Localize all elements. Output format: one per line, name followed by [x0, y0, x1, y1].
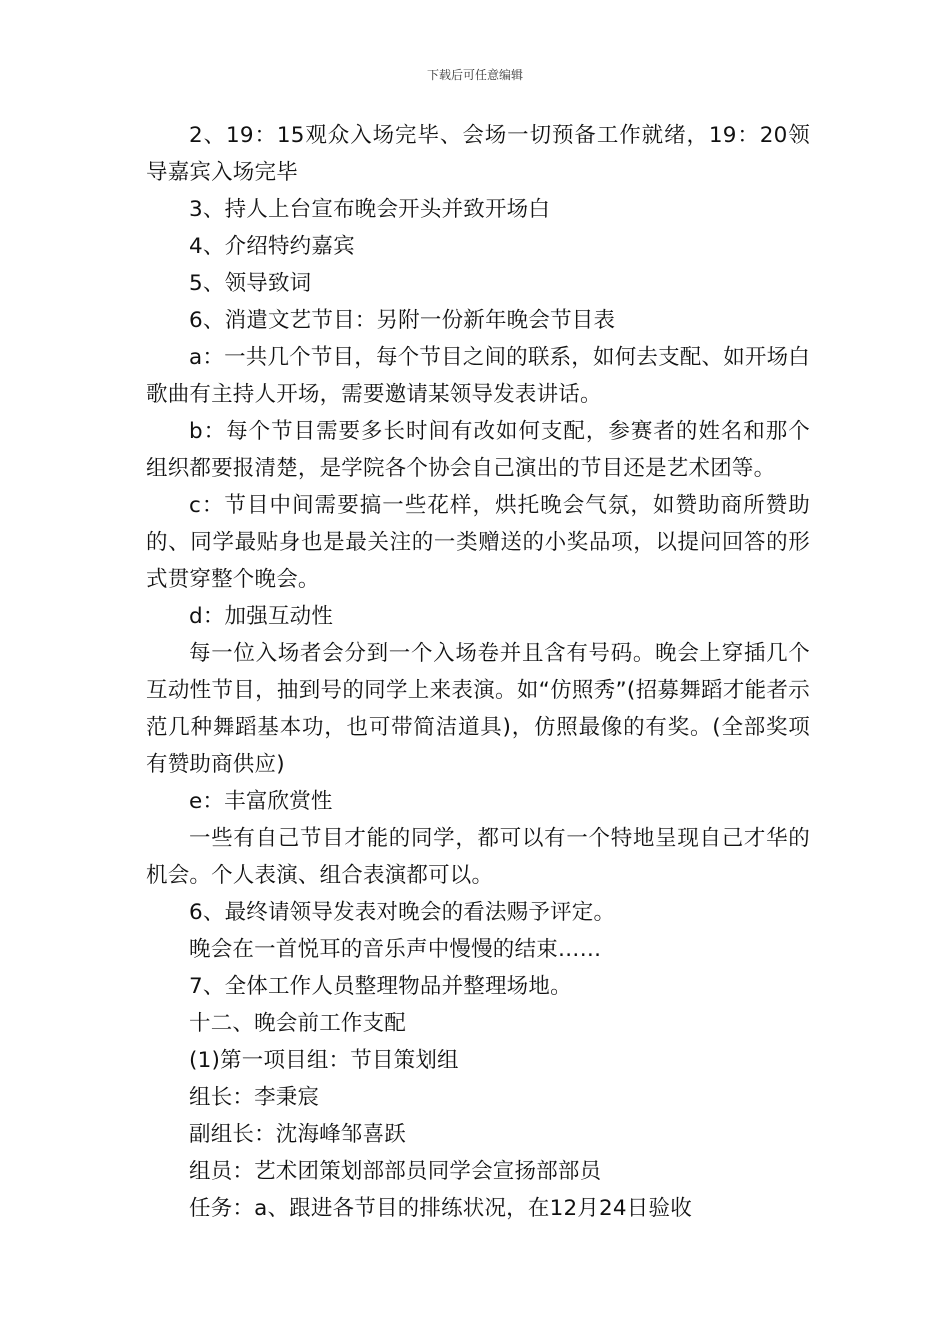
paragraph: 3、持人上台宣布晚会开头并致开场白 [189, 197, 551, 222]
paragraph: 组长：李秉宸 [189, 1085, 320, 1110]
paragraph: 副组长：沈海峰邹喜跃 [189, 1122, 407, 1147]
paragraph: 组员：艺术团策划部部员同学会宣扬部部员 [189, 1159, 602, 1184]
paragraph: 每一位入场者会分到一个入场卷并且含有号码。晚会上穿插几个互动性节目，抽到号的同学上来表演。如“仿照秀”(招募舞蹈才能者示范几种舞蹈基本功，也可带简洁道具)，仿照最像的有奖。(全部奖项有赞助商供应) [146, 641, 810, 777]
paragraph: 任务：a、跟进各节目的排练状况，在12月24日验收 [189, 1196, 692, 1221]
paragraph: a：一共几个节目，每个节目之间的联系，如何去支配、如开场白歌曲有主持人开场，需要邀请某领导发表讲话。 [146, 345, 810, 407]
paragraph: 5、领导致词 [189, 271, 312, 296]
paragraph: 2、19：15观众入场完毕、会场一切预备工作就绪，19：20领导嘉宾入场完毕 [146, 123, 810, 185]
paragraph: 4、介绍特约嘉宾 [189, 234, 355, 259]
paragraph: 6、最终请领导发表对晚会的看法赐予评定。 [189, 900, 616, 925]
paragraph: b：每个节目需要多长时间有改如何支配，参赛者的姓名和那个组织都要报清楚，是学院各个协会自己演出的节目还是艺术团等。 [146, 419, 810, 481]
page-header: 下载后可任意编辑 [426, 68, 523, 82]
document-body [146, 117, 810, 1227]
paragraph: 晚会在一首悦耳的音乐声中慢慢的结束…… [189, 937, 602, 962]
paragraph: c：节目中间需要搞一些花样，烘托晚会气氛，如赞助商所赞助的、同学最贴身也是最关注的一类赠送的小奖品项，以提问回答的形式贯穿整个晚会。 [146, 493, 810, 592]
paragraph: d：加强互动性 [189, 604, 334, 629]
paragraph: 6、消遣文艺节目：另附一份新年晚会节目表 [189, 308, 616, 333]
paragraph: e：丰富欣赏性 [189, 789, 333, 814]
paragraph: 一些有自己节目才能的同学，都可以有一个特地呈现自己才华的机会。个人表演、组合表演都可以。 [146, 826, 810, 888]
section-heading: 十二、晚会前工作支配 [189, 1011, 407, 1036]
paragraph: (1)第一项目组：节目策划组 [189, 1048, 459, 1073]
paragraph: 7、全体工作人员整理物品并整理场地。 [189, 974, 572, 999]
